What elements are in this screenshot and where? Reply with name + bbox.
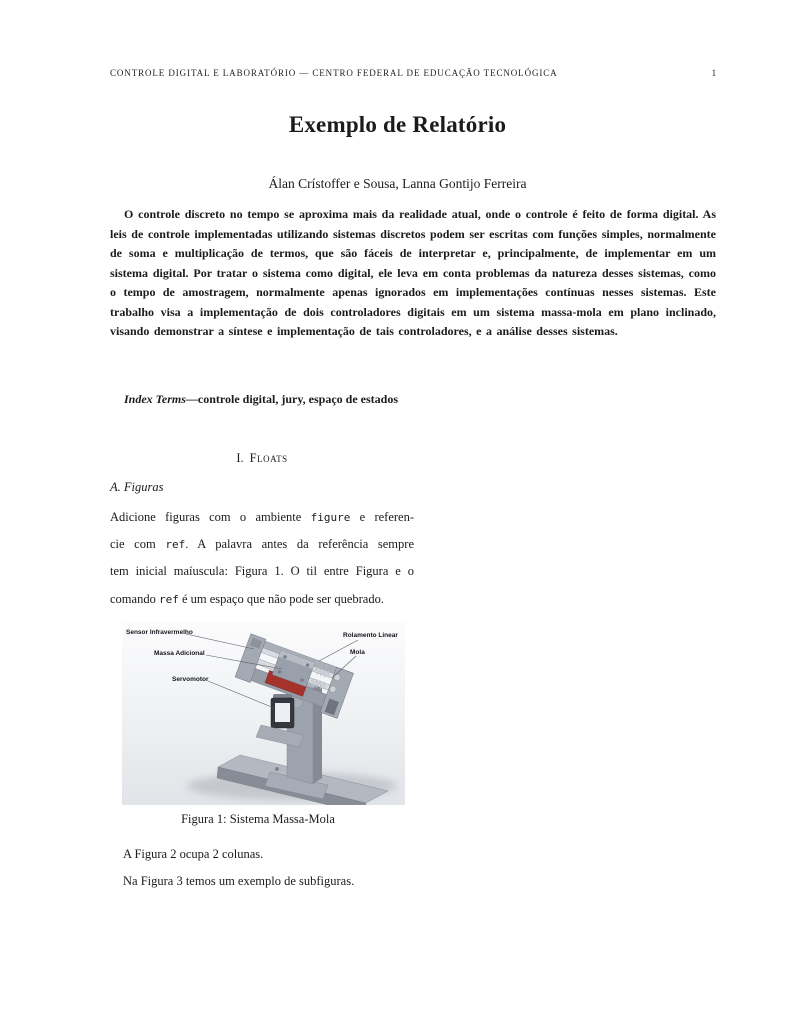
figure-label: Massa Adicional <box>154 650 205 657</box>
paragraph-figura2: A Figura 2 ocupa 2 colunas. <box>123 847 264 861</box>
paragraph-figura3: Na Figura 3 temos um exemplo de subfiguras. <box>123 874 355 888</box>
paper-title: Exemplo de Relatório <box>288 112 507 137</box>
running-head-title: CONTROLE DIGITAL E LABORATÓRIO — CENTRO FEDERAL DE EDUCAÇÃO TECNOLÓGICA <box>110 68 558 78</box>
section-heading-floats <box>110 451 414 466</box>
body-text-line: cie com ref. A palavra antes da referência sempre <box>110 537 414 552</box>
body-paragraph <box>110 504 414 613</box>
figure-caption: Figura 1: Sistema Massa-Mola <box>181 812 335 826</box>
body-text-line: Adicione figuras com o ambiente figure e referen- <box>110 510 415 524</box>
figure-image <box>122 622 405 805</box>
figure-label: Mola <box>350 649 365 656</box>
section-number: I. <box>236 451 244 465</box>
index-terms <box>110 392 716 407</box>
index-terms-list: —controle digital, jury, espaço de estados <box>185 392 399 406</box>
figure-label: Rolamento Linear <box>343 632 398 639</box>
figure-servo-label-face <box>275 703 290 722</box>
subsection-figuras: A. Figuras <box>110 480 164 494</box>
section-title: Floats <box>249 451 288 465</box>
figure-1 <box>122 622 405 805</box>
figure-label: Servomotor <box>172 676 209 683</box>
body-text-line: tem inicial maíuscula: Figura 1. O til entre Figura e o <box>110 564 414 579</box>
paper-authors: Álan Crístoffer e Sousa, Lanna Gontijo Ferreira <box>268 176 527 191</box>
figure-label: Sensor Infravermelho <box>126 629 193 636</box>
body-text-line: comando ref é um espaço que não pode ser quebrado. <box>110 591 384 606</box>
running-head <box>110 68 717 78</box>
index-terms-label: Index Terms <box>124 392 186 406</box>
page-number: 1 <box>711 68 717 78</box>
right-column <box>424 448 716 948</box>
abstract-text: O controle discreto no tempo se aproxima mais da realidade atual, onde o controle é feito de forma digital. As leis de controle implementadas utilizando sistemas discretos podem ser escritas com funções simples, normalmente de soma e multiplicação de termos, que são fáceis de interpretar e, principalmente, de implementar em um sistema digital. Por tratar o sistema como digital, ele leva em conta problemas da natureza desses sistemas, como o tempo de amostragem, normalmente apenas ignorados em implementações contínuas nesses sistemas. Este trabalho visa a implementação de dois controladores digitais em um sistema massa-mola em plano inclinado, visando demonstrar a síntese e implementação de tais controladores, e a análise desses sistemas. <box>110 207 716 338</box>
